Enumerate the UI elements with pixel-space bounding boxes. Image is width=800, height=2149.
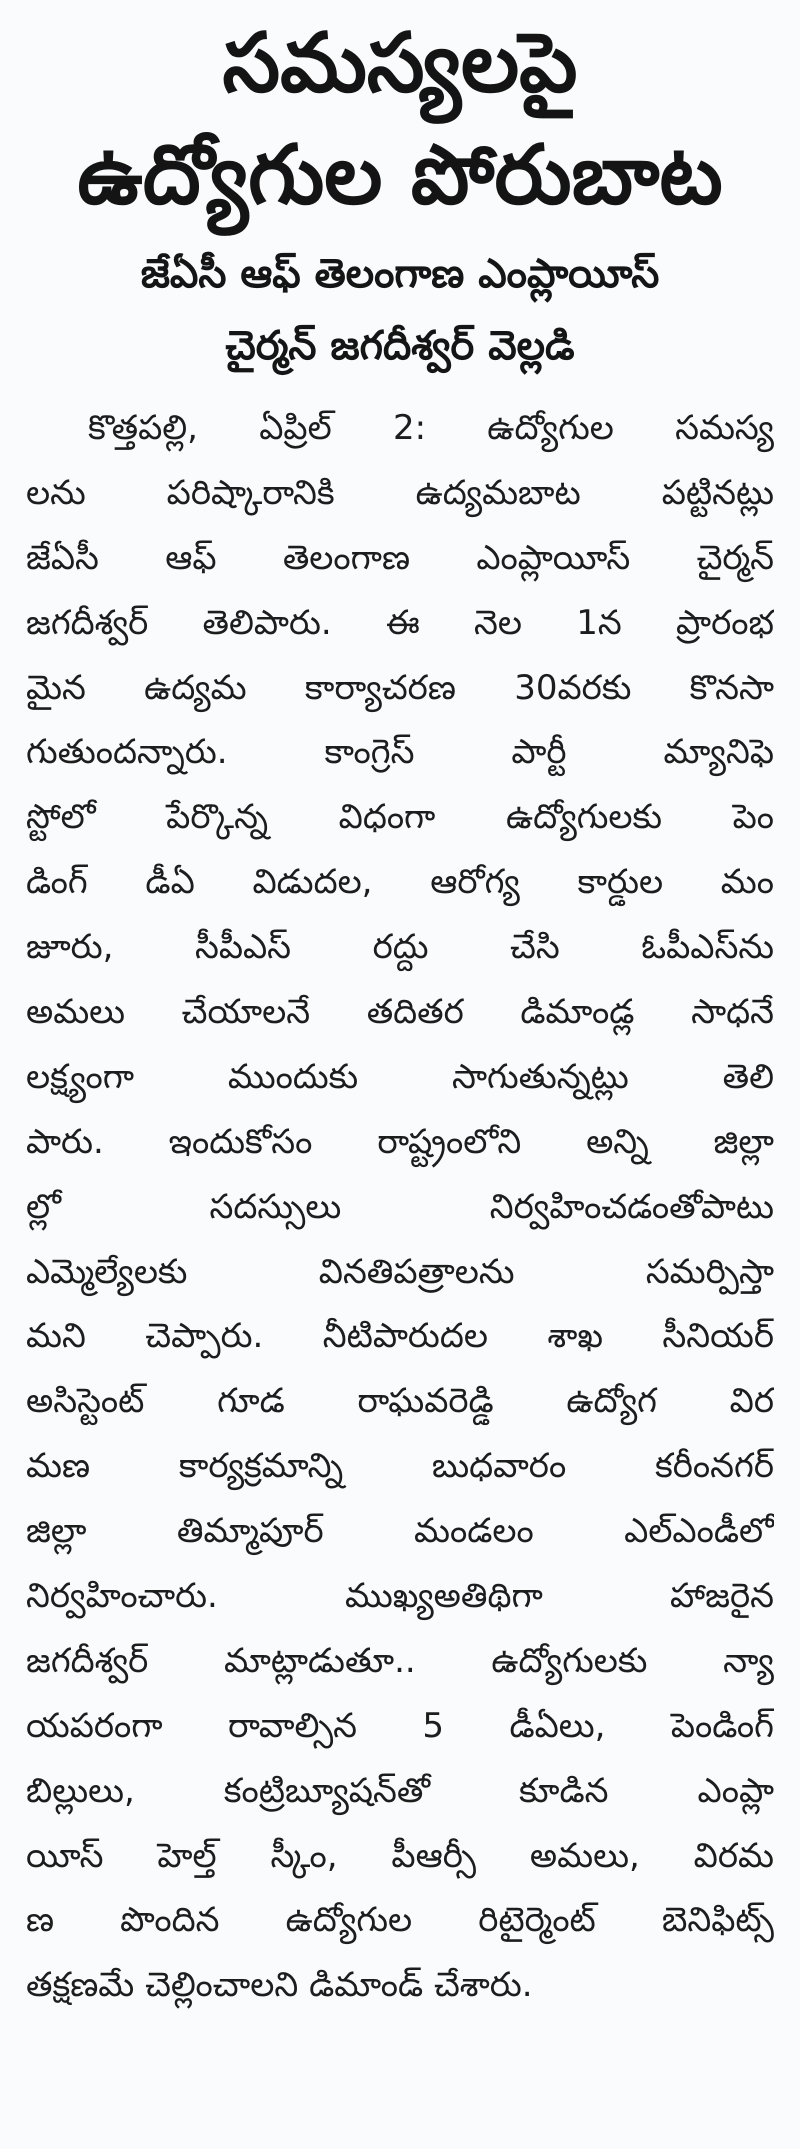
article-line: గుతుందన్నారు. కాంగ్రెస్ పార్టీ మ్యానిఫె	[26, 732, 774, 773]
article-line: జేఏసీ ఆఫ్ తెలంగాణ ఎంప్లాయీస్ చైర్మన్	[26, 537, 774, 578]
article-line: మని చెప్పారు. నీటిపారుదల శాఖ సీనియర్	[26, 1316, 774, 1357]
article-line: జగదీశ్వర్ మాట్లాడుతూ.. ఉద్యోగులకు న్యా	[26, 1640, 774, 1681]
article-line: ల్లో సదస్సులు నిర్వహించడంతోపాటు	[26, 1186, 774, 1227]
article-line: జూరు, సీపీఎస్ రద్దు చేసి ఓపీఎస్‌ను	[26, 927, 774, 968]
article-line: ఎమ్మెల్యేలకు వినతిపత్రాలను సమర్పిస్తా	[26, 1251, 774, 1292]
article-line: అమలు చేయాలనే తదితర డిమాండ్ల సాధనే	[26, 992, 774, 1033]
article-line: తక్షణమే చెల్లించాలని డిమాండ్ చేశారు.	[26, 1965, 533, 2006]
article-line: యపరంగా రావాల్సిన 5 డీఏలు, పెండింగ్	[26, 1705, 774, 1746]
article-line: డింగ్ డీఏ విడుదల, ఆరోగ్య కార్డుల మం	[26, 862, 774, 903]
article-line: మైన ఉద్యమ కార్యాచరణ 30వరకు కొనసా	[26, 667, 774, 708]
article-line: యీస్ హెల్త్ స్కీం, పీఆర్సీ అమలు, విరమ	[26, 1835, 774, 1876]
article-line: స్టోలో పేర్కొన్న విధంగా ఉద్యోగులకు పెం	[26, 797, 774, 838]
article-line: బిల్లులు, కంట్రిబ్యూషన్‌తో కూడిన ఎంప్లా	[26, 1770, 774, 1811]
article-line: పారు. ఇందుకోసం రాష్ట్రంలోని అన్ని జిల్లా	[26, 1121, 774, 1162]
article-body	[26, 396, 774, 2018]
subheadline-line-2: చైర్మన్ జగదీశ్వర్ వెల్లడి	[225, 323, 575, 369]
article-line: లక్ష్యంగా ముందుకు సాగుతున్నట్లు తెలి	[26, 1056, 774, 1097]
subheadline-line-1: జేఏసీ ఆఫ్ తెలంగాణ ఎంప్లాయీస్	[140, 251, 660, 297]
article-line: జిల్లా తిమ్మాపూర్ మండలం ఎల్‌ఎండీలో	[26, 1511, 774, 1552]
headline-line-1: సమస్యలపై	[222, 16, 578, 111]
article-line: మణ కార్యక్రమాన్ని బుధవారం కరీంనగర్	[26, 1446, 774, 1487]
article-line: కొత్తపల్లి, ఏప్రిల్ 2: ఉద్యోగుల సమస్య	[88, 408, 774, 448]
article-line: లను పరిష్కారానికి ఉద్యమబాట పట్టినట్లు	[26, 472, 774, 513]
headline-line-2: ఉద్యోగుల పోరుబాట	[77, 128, 723, 223]
article-line: జగదీశ్వర్ తెలిపారు. ఈ నెల 1న ప్రారంభ	[26, 602, 774, 643]
article-line: అసిస్టెంట్ గూడ రాఘవరెడ్డి ఉద్యోగ విర	[26, 1381, 774, 1422]
article-line: నిర్వహించారు. ముఖ్యఅతిథిగా హాజరైన	[26, 1576, 774, 1617]
article-line: ణ పొందిన ఉద్యోగుల రిటైర్మెంట్ బెనిఫిట్స్	[26, 1900, 774, 1941]
